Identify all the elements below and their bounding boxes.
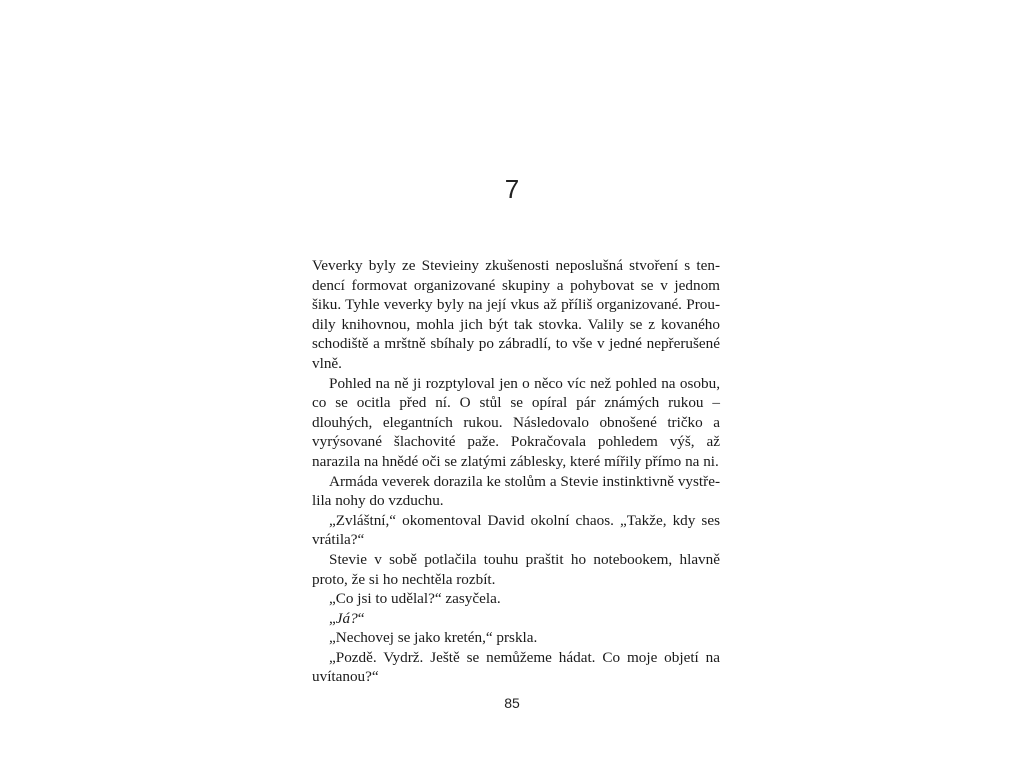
paragraph: „Pozdě. Vydrž. Ještě se nemůžeme hádat. Co moje objetí na uvítanou?“	[312, 648, 720, 686]
close-quote: “	[357, 609, 365, 627]
paragraph-dialogue-ja	[312, 609, 720, 629]
paragraph: Pohled na ně ji rozptyloval jen o něco víc než pohled na osobu, co se ocitla před ní. O stůl se opíral pár známých rukou – dlouhých, elegantních rukou. Následovalo obnošené tričko a vyrýsované šlachovité paže. Pokračovala pohledem výš, až narazila na hnědé oči se zlatými záblesky, které mířily přímo na ni.	[312, 374, 720, 470]
paragraph: „Nechovej se jako kretén,“ prskla.	[329, 629, 538, 647]
page-number: 85	[504, 695, 520, 711]
paragraph: „Co jsi to udělal?“ zasyčela.	[329, 590, 501, 608]
body-text	[312, 256, 720, 687]
paragraph: Armáda veverek dorazila ke stolům a Stevie instinktivně vystřelila nohy do vzduchu.	[312, 472, 720, 510]
paragraph: „Zvláštní,“ okomentoval David okolní chaos. „Takže, kdy ses vrátila?“	[312, 511, 720, 549]
chapter-number: 7	[504, 174, 520, 204]
italic-word: Já?	[335, 609, 358, 627]
open-quote: „	[329, 609, 336, 627]
paragraph: Veverky byly ze Stevieiny zkušenosti neposlušná stvoření s tendencí formovat organizované skupiny a pohybovat se v jednom šiku. Tyhle veverky byly na její vkus až příliš organizované. Proudily knihovnou, mohla jich být tak stovka. Valily se z kovaného schodiště a mrštně sbíhaly po zábradlí, to vše v jedné nepřerušené vlně.	[312, 257, 720, 372]
paragraph: Stevie v sobě potlačila touhu praštit ho notebookem, hlavně proto, že si ho nechtěla rozbít.	[312, 550, 720, 588]
